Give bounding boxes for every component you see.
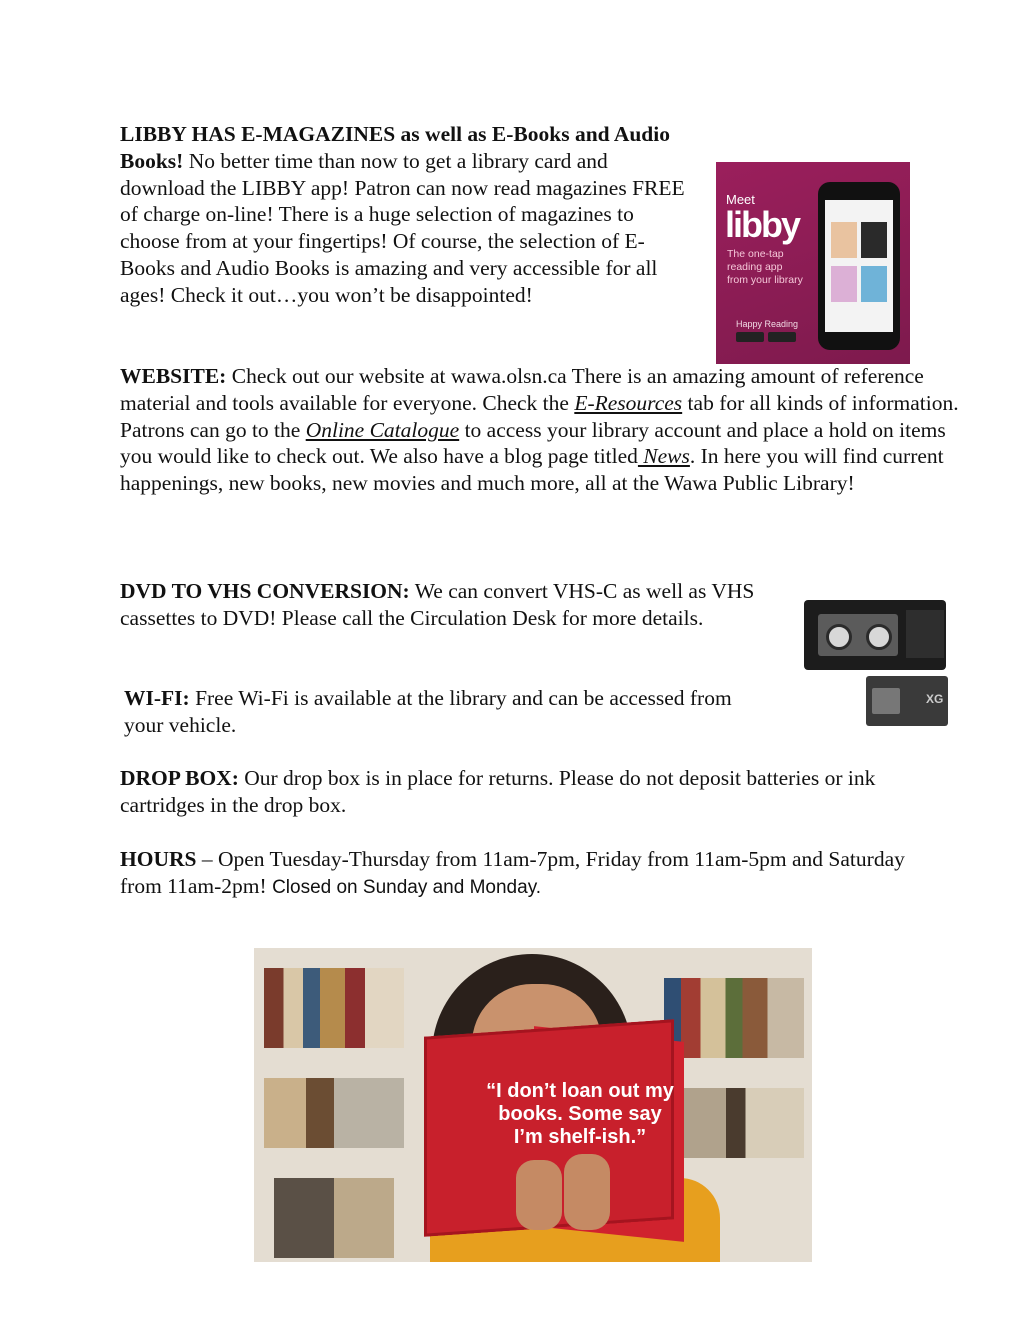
book-cover-icon xyxy=(861,266,887,302)
dvd-paragraph xyxy=(120,578,770,632)
dvd-body: We can convert VHS-C as well as VHS cassettes to DVD! Please call the Circulation Desk for more details. xyxy=(120,579,755,630)
libby-tagline-line: from your library xyxy=(727,274,803,286)
bookshelf-books xyxy=(274,1178,394,1258)
hours-paragraph xyxy=(120,846,920,902)
hand-icon xyxy=(564,1154,610,1230)
wifi-paragraph xyxy=(124,685,744,739)
website-text: Check out our website at wawa.olsn.ca There is an amazing amount of reference material and tools available for everyone. Check the xyxy=(120,364,924,415)
website-heading: WEBSITE: xyxy=(120,364,227,388)
libby-meet-text: Meet xyxy=(726,192,755,207)
libby-promo-image xyxy=(716,162,910,364)
vhs-c-cassette-icon xyxy=(866,676,948,726)
libby-heading: LIBBY HAS E-MAGAZINES as well as E-Books and Audio Books! xyxy=(120,122,670,173)
book-cover-icon xyxy=(831,222,857,258)
app-store-badge-icon xyxy=(768,332,796,342)
bookshelf-books xyxy=(264,968,404,1048)
wifi-body: Free Wi-Fi is available at the library and can be accessed from your vehicle. xyxy=(124,686,732,737)
cassette-window xyxy=(872,688,900,714)
website-text: tab for all kinds of information. Patrons can go to the xyxy=(120,390,959,442)
phone-icon xyxy=(818,182,900,350)
hours-heading: HOURS xyxy=(120,847,197,871)
libby-tagline xyxy=(727,248,803,287)
hours-closed: Closed on Sunday and Monday. xyxy=(272,876,542,898)
bookshelf-books xyxy=(264,1078,404,1148)
book-quote: “I don’t loan out my books. Some say I’m shelf-ish.” xyxy=(486,1080,674,1148)
dropbox-paragraph xyxy=(120,765,960,819)
dvd-heading: DVD TO VHS CONVERSION: xyxy=(120,579,410,603)
cassette-label: XG xyxy=(926,692,944,706)
wifi-heading: WI-FI: xyxy=(124,686,190,710)
bookshelf-books xyxy=(664,978,804,1058)
reader-photo xyxy=(254,948,812,1262)
reel-icon xyxy=(866,624,892,650)
vhs-window xyxy=(818,614,898,656)
website-paragraph xyxy=(120,363,960,497)
dropbox-heading: DROP BOX: xyxy=(120,766,239,790)
website-text: to access your library account and place a hold on items you would like to check out. We also have a blog page titled xyxy=(120,417,946,469)
book-cover-icon xyxy=(831,266,857,302)
libby-tagline-line: The one-tap xyxy=(727,248,784,260)
reel-icon xyxy=(826,624,852,650)
libby-logo: libby xyxy=(725,204,800,245)
vhs-converter-image xyxy=(800,596,950,732)
vhs-label-panel xyxy=(906,610,944,658)
libby-paragraph xyxy=(120,121,690,309)
dropbox-body: Our drop box is in place for returns. Please do not deposit batteries or ink cartridges in the drop box. xyxy=(120,766,876,817)
google-play-badge-icon xyxy=(736,332,764,342)
e-resources-link[interactable]: E-Resources xyxy=(574,390,683,415)
hand-icon xyxy=(516,1160,562,1230)
website-text: . In here you will find current happenings, new books, new movies and much more, all at the Wawa Public Library! xyxy=(120,444,944,496)
hours-body: – Open Tuesday-Thursday from 11am-7pm, Friday from 11am-5pm and Saturday from 11am-2pm! xyxy=(120,847,905,898)
libby-happy-reading: Happy Reading xyxy=(736,319,799,329)
libby-tagline-line: reading app xyxy=(727,261,783,273)
libby-body: No better time than now to get a library card and download the LIBBY app! Patron can now read magazines FREE of charge on-line! There is a huge selection of magazines to choose from at your fingertips! Of course, the selection of E-Books and Audio Books is amazing and very accessible for all ages! Check it out…you won’t be disappointed! xyxy=(120,148,685,307)
phone-screen xyxy=(825,200,893,332)
online-catalogue-link[interactable]: Online Catalogue xyxy=(305,417,460,442)
news-link[interactable]: News xyxy=(637,444,690,469)
book-cover-icon xyxy=(861,222,887,258)
vhs-adapter-icon xyxy=(804,600,946,670)
